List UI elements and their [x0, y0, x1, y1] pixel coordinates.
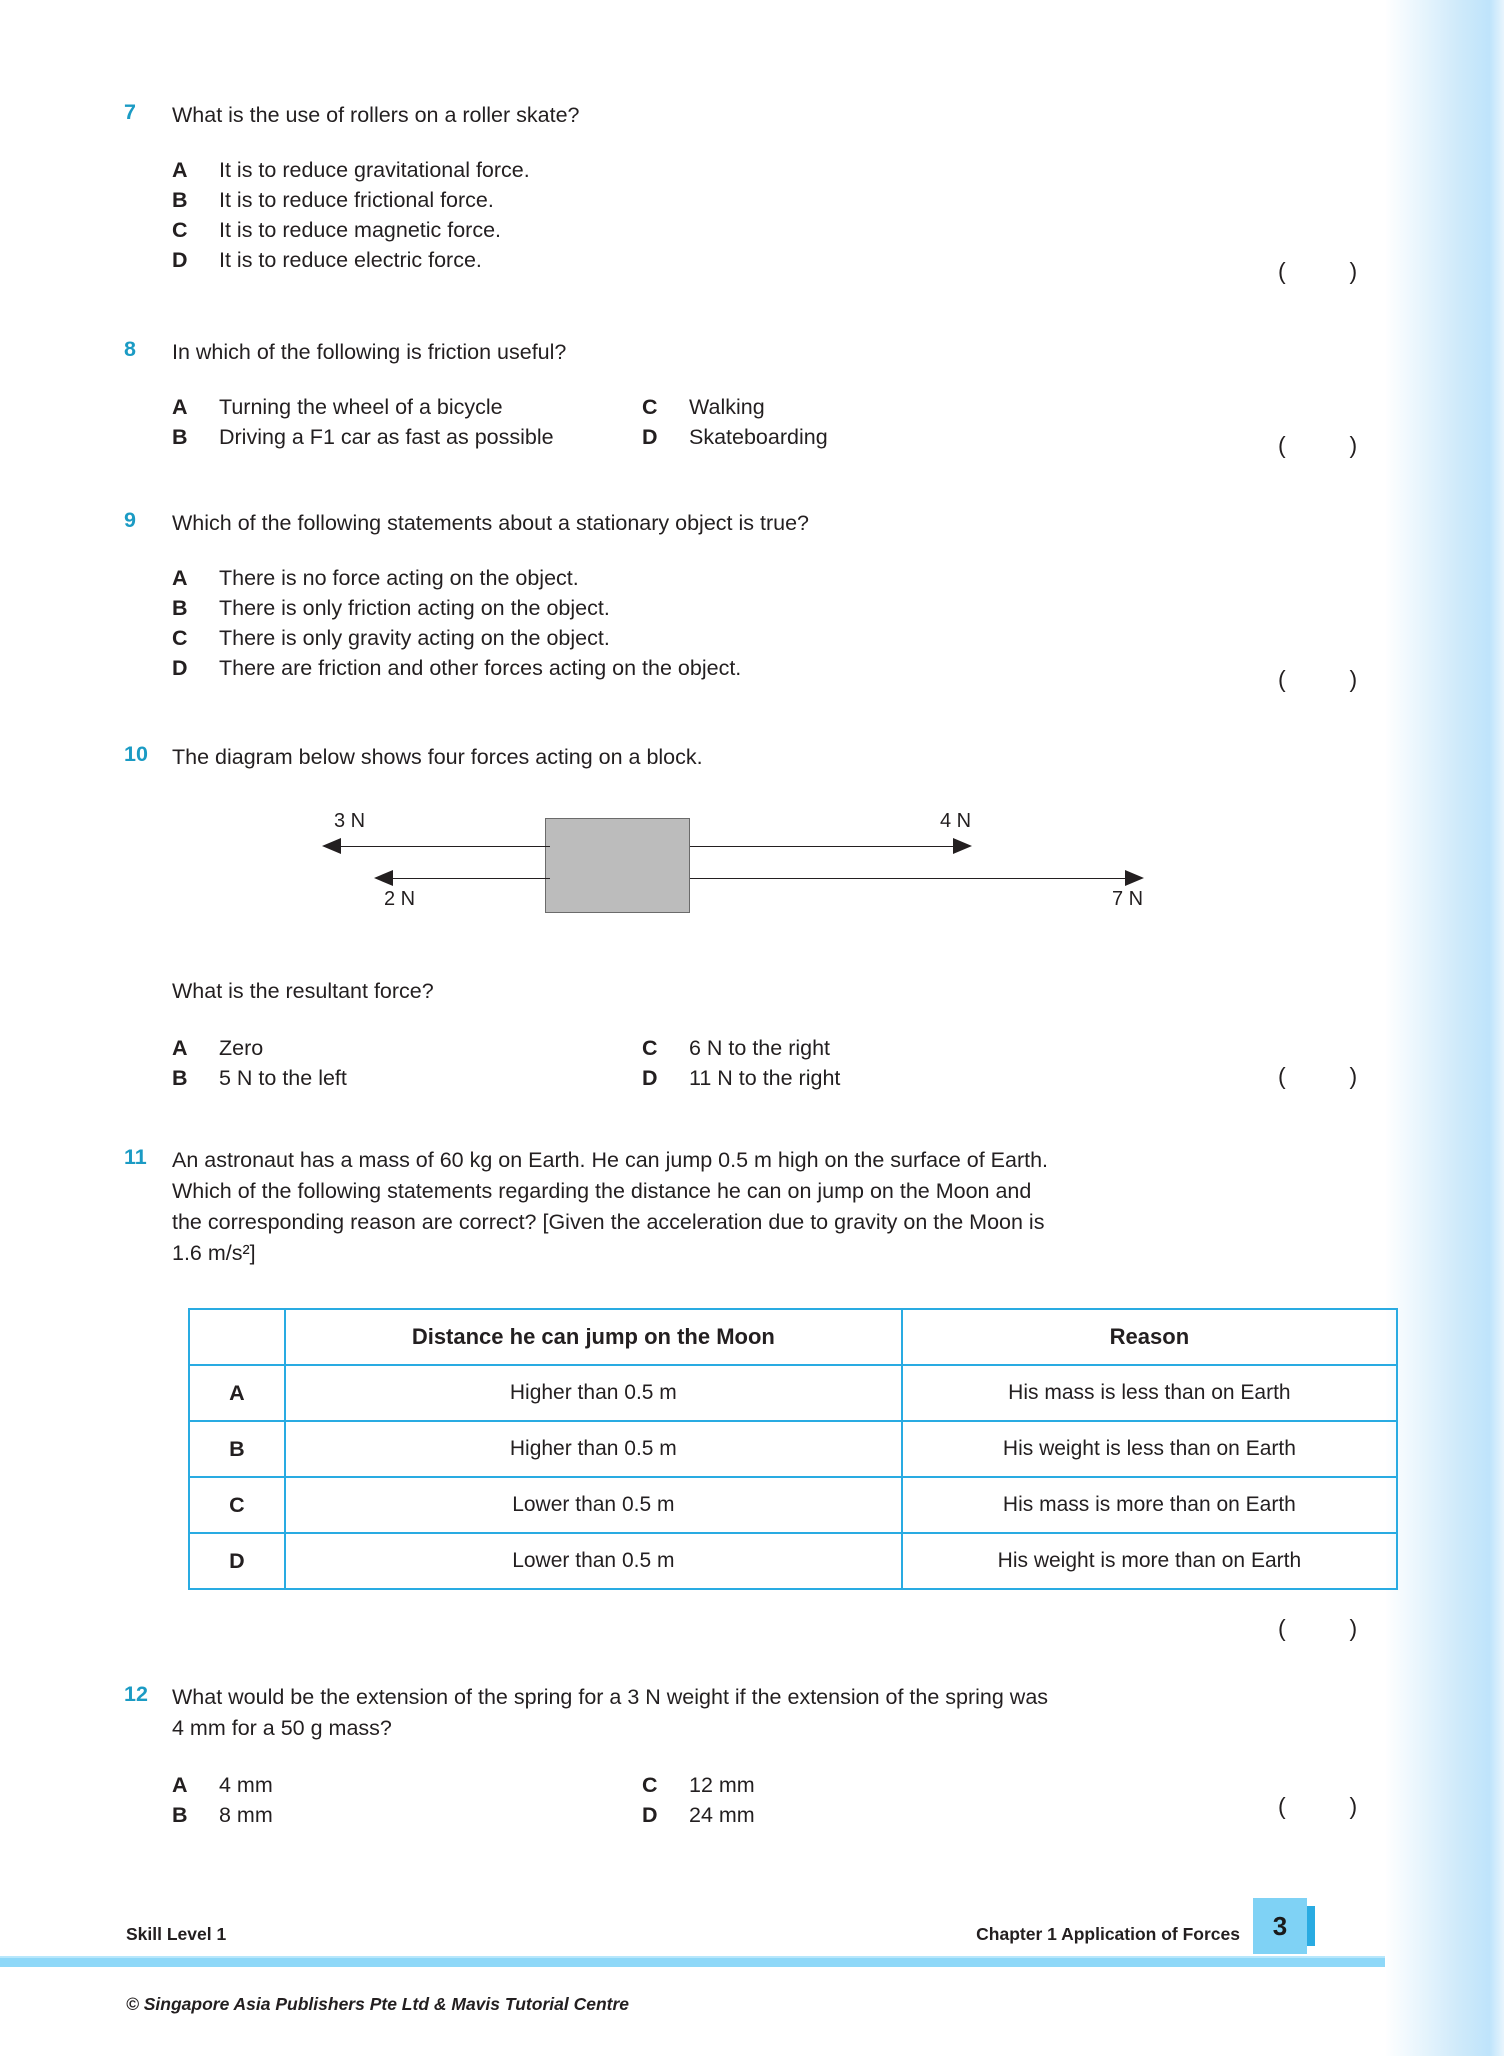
option-text: There are friction and other forces acting on the object. [219, 656, 742, 680]
option-letter: A [172, 158, 188, 182]
option-text: There is no force acting on the object. [219, 566, 579, 590]
question-11-stem-line-4: 1.6 m/s²] [172, 1241, 256, 1265]
question-12-options [172, 1770, 1314, 1830]
option-row[interactable] [172, 593, 1314, 623]
option-letter: B [172, 188, 188, 212]
force-diagram [300, 800, 1180, 930]
option-text: 8 mm [219, 1803, 273, 1827]
diagram-block [545, 818, 690, 913]
page-badge-tab [1307, 1906, 1315, 1946]
table-cell-option-letter: D [189, 1533, 285, 1589]
question-10-stem: The diagram below shows four forces acting on a block. [172, 745, 703, 769]
question-12-stem-line-1: What would be the extension of the spring for a 3 N weight if the extension of the spring was [172, 1685, 1049, 1709]
option-letter: A [172, 566, 188, 590]
option-text: It is to reduce magnetic force. [219, 218, 502, 242]
force-arrowhead-4n [953, 838, 972, 854]
option-letter: C [642, 1773, 658, 1797]
question-10 [124, 742, 1314, 773]
option-row[interactable] [172, 245, 1314, 275]
option-text: It is to reduce gravitational force. [219, 158, 530, 182]
option-row[interactable] [172, 392, 1314, 422]
option-row[interactable] [172, 1063, 1314, 1093]
option-letter: D [642, 1803, 658, 1827]
answer-bracket-q10[interactable]: ( ) [1278, 1063, 1358, 1089]
option-letter: A [172, 1773, 188, 1797]
option-row[interactable] [172, 185, 1314, 215]
option-letter: D [172, 656, 188, 680]
option-letter: D [642, 425, 658, 449]
question-9-header [124, 508, 1314, 539]
question-10-substem-header [124, 976, 1314, 1007]
question-11-header [124, 1145, 1314, 1269]
option-text: Zero [219, 1036, 264, 1060]
table-header-distance: Distance he can jump on the Moon [285, 1309, 902, 1365]
question-12-header [124, 1682, 1314, 1744]
force-arrowhead-2n [374, 870, 393, 886]
option-letter: A [172, 395, 188, 419]
option-text: 11 N to the right [689, 1066, 841, 1090]
answer-bracket-q9[interactable]: ( ) [1278, 666, 1358, 692]
question-8-number: 8 [124, 337, 136, 361]
question-7-options [172, 155, 1314, 275]
option-row[interactable] [172, 1800, 1314, 1830]
option-text: Walking [689, 395, 765, 419]
table-cell-option-letter: B [189, 1421, 285, 1477]
option-letter: C [172, 626, 188, 650]
option-row[interactable] [172, 623, 1314, 653]
question-12 [124, 1682, 1314, 1830]
option-text: There is only gravity acting on the object. [219, 626, 610, 650]
footer-skill-level: Skill Level 1 [126, 1924, 227, 1944]
question-12-number: 12 [124, 1682, 148, 1706]
option-letter: B [172, 1803, 188, 1827]
option-text: 6 N to the right [689, 1036, 831, 1060]
table-cell-reason: His weight is more than on Earth [902, 1533, 1397, 1589]
option-text: Driving a F1 car as fast as possible [219, 425, 554, 449]
question-7-number: 7 [124, 100, 136, 124]
table-header-blank [189, 1309, 285, 1365]
force-label-7n: 7 N [1112, 888, 1144, 910]
question-9-number: 9 [124, 508, 136, 532]
force-line-4n [690, 846, 955, 847]
option-letter: D [642, 1066, 658, 1090]
option-row[interactable] [172, 653, 1314, 683]
option-text: It is to reduce electric force. [219, 248, 482, 272]
table-cell-option-letter: A [189, 1365, 285, 1421]
question-12-stem-line-2: 4 mm for a 50 g mass? [172, 1716, 392, 1740]
page-number-badge: 3 [1253, 1898, 1307, 1954]
option-text: 24 mm [689, 1803, 755, 1827]
table-header-row [189, 1309, 1397, 1365]
question-10-number: 10 [124, 742, 148, 766]
question-11 [124, 1145, 1314, 1269]
question-12-stem [172, 1682, 1314, 1744]
option-text: 12 mm [689, 1773, 755, 1797]
page-edge-decoration [1384, 0, 1504, 2056]
answer-bracket-q12[interactable]: ( ) [1278, 1793, 1358, 1819]
force-line-7n [690, 878, 1127, 879]
question-10-substem-block [124, 976, 1314, 1093]
table-cell-reason: His mass is more than on Earth [902, 1477, 1397, 1533]
option-text: It is to reduce frictional force. [219, 188, 494, 212]
option-letter: B [172, 1066, 188, 1090]
option-letter: C [642, 395, 658, 419]
answer-bracket-q11[interactable]: ( ) [1278, 1615, 1358, 1641]
table-cell-reason: His mass is less than on Earth [902, 1365, 1397, 1421]
question-11-stem-line-2: Which of the following statements regarding the distance he can on jump on the Moon and [172, 1179, 1032, 1203]
question-8-header [124, 337, 1314, 368]
question-10-options [172, 1033, 1314, 1093]
question-7 [124, 100, 1314, 275]
question-8 [124, 337, 1314, 452]
force-line-2n [392, 878, 550, 879]
table-cell-distance: Higher than 0.5 m [285, 1421, 902, 1477]
table-cell-distance: Higher than 0.5 m [285, 1365, 902, 1421]
footer-chapter: Chapter 1 Application of Forces [976, 1924, 1240, 1944]
table-header-reason: Reason [902, 1309, 1397, 1365]
question-9-stem: Which of the following statements about a stationary object is true? [172, 511, 809, 535]
table-cell-option-letter: C [189, 1477, 285, 1533]
table-row[interactable] [189, 1365, 1397, 1421]
option-text: 5 N to the left [219, 1066, 347, 1090]
question-10-header [124, 742, 1314, 773]
question-8-options [172, 392, 1314, 452]
table-row[interactable] [189, 1533, 1397, 1589]
option-text: Turning the wheel of a bicycle [219, 395, 503, 419]
option-row[interactable] [172, 155, 1314, 185]
question-11-stem [172, 1145, 1314, 1269]
footer-rule [0, 1958, 1385, 1967]
table-cell-reason: His weight is less than on Earth [902, 1421, 1397, 1477]
force-arrowhead-7n [1125, 870, 1144, 886]
answer-bracket-q7[interactable]: ( ) [1278, 258, 1358, 284]
option-text: There is only friction acting on the object. [219, 596, 610, 620]
option-row[interactable] [172, 422, 1314, 452]
table-cell-distance: Lower than 0.5 m [285, 1477, 902, 1533]
option-letter: A [172, 1036, 188, 1060]
force-label-2n: 2 N [384, 888, 416, 910]
table-row[interactable] [189, 1421, 1397, 1477]
question-11-stem-line-1: An astronaut has a mass of 60 kg on Earth. He can jump 0.5 m high on the surface of Earth. [172, 1148, 1049, 1172]
question-9-options [172, 563, 1314, 683]
option-text: 4 mm [219, 1773, 273, 1797]
option-letter: B [172, 425, 188, 449]
question-7-stem: What is the use of rollers on a roller skate? [172, 103, 580, 127]
force-arrowhead-3n [322, 838, 341, 854]
force-label-3n: 3 N [334, 810, 366, 832]
question-10-substem: What is the resultant force? [172, 979, 434, 1003]
option-letter: C [172, 218, 188, 242]
table-row[interactable] [189, 1477, 1397, 1533]
copyright-notice: © Singapore Asia Publishers Pte Ltd & Mavis Tutorial Centre [126, 1994, 630, 2014]
moon-jump-table [188, 1308, 1398, 1590]
answer-bracket-q8[interactable]: ( ) [1278, 432, 1358, 458]
option-text: Skateboarding [689, 425, 828, 449]
option-letter: B [172, 596, 188, 620]
option-row[interactable] [172, 1770, 1314, 1800]
question-11-number: 11 [124, 1145, 147, 1169]
question-7-header [124, 100, 1314, 131]
option-row[interactable] [172, 215, 1314, 245]
force-line-3n [340, 846, 550, 847]
table-cell-distance: Lower than 0.5 m [285, 1533, 902, 1589]
option-row[interactable] [172, 1033, 1314, 1063]
option-letter: C [642, 1036, 658, 1060]
question-8-stem: In which of the following is friction useful? [172, 340, 567, 364]
option-letter: D [172, 248, 188, 272]
question-11-stem-line-3: the corresponding reason are correct? [Given the acceleration due to gravity on the Moon is [172, 1210, 1045, 1234]
force-label-4n: 4 N [940, 810, 972, 832]
question-9 [124, 508, 1314, 683]
option-row[interactable] [172, 563, 1314, 593]
